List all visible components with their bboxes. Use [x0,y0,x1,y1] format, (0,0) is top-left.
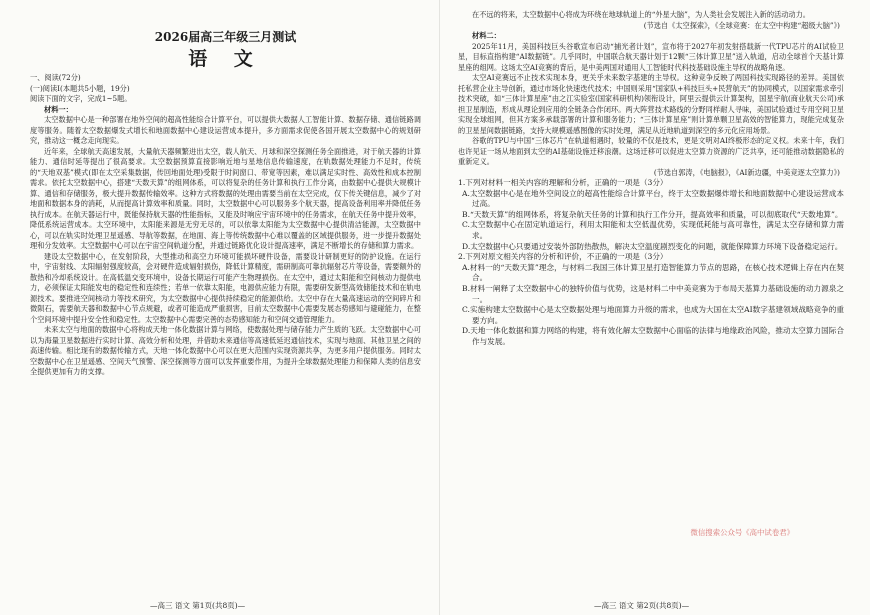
material1-paragraph-1: 太空数据中心是一种部署在地外空间的超高性能综合计算平台，可以提供大数据人工智能计算、数据存储、通信链路调度等服务。随着太空数据爆发式增长和地面数据中心建设运营成本提升，多方面需求促使各国开展太空数据中心的规划研究，推动这一概念走向现实。 [30,115,421,145]
material1-paragraph-3: 建设太空数据中心，在发射阶段，大型推动和高空力环境可能损坏硬件设备，需要设计研制更好的防护设施。在运行中，宇宙射线、太阳辐射强度较高，会对硬件造成辐射损伤，降低计算精度，需研制高可靠抗辐射芯片等设备，需要额外的散热和冷却系统设计。在高低温交变环境中，设备长期运行可能产生物理损伤。在太空中，通过太阳能和空间核动力提供电力，必须保证太阳能发电的稳定性和连续性；若单一依靠太阳能，电源供应能力有限，需要研发新型高效储能技术和在轨电源技术。要推进空间核动力等技术研究，为太空数据中心提供持续稳定的能源供给。太空中存在大量高速运动的空间碎片和微陨石，需要航天器和数据中心节点规避，或者可能造成严重损害，目前太空数据中心需要发展态势感知与避碰能力，在整个空间环境中提升安全性和稳定性。太空数据中心需要完善的态势感知能力和空间交通管理能力。 [30,251,421,324]
material2-label: 材料二： [472,31,501,40]
question-1-stem: 1.下列对材料一相关内容的理解和分析，正确的一项是（3分） [458,178,668,187]
page-footer-1: —高三 语文 第1页(共8页)— [150,601,246,610]
material2-citation: (节选自郭涛，《电脑报》，《AI新边疆，中美竞逐太空算力》) [653,167,840,177]
material2-paragraph-1: 2025年11月，美国科技巨头谷歌宣布启动“捕光者计划”，宣布将于2027年初发射搭载新一代TPU芯片的AI试验卫星，目标直指构建“AI数据链”。几乎同时，中国联合航天器计划于12颗“三体计算卫星”送入轨道，启动全球首个天基计算星座的组网。这场太空AI竞赛的背后，是中美两国对通用人工智能时代科技基础设施主导权的战略角逐。 [458,41,844,72]
question-1-option-b: B.“天数天算”的组网体系，将复杂航天任务的计算和执行工作分开，提高效率和质量，可以彻底取代“天数地算”。 [462,209,843,219]
question-2-option-d: D.天地一体化数据和算力网络的构建，将有效化解太空数据中心面临的法律与地缘政治风险，推动太空算力国际合作与发展。 [462,326,844,346]
material1-paragraph-2: 近年来，全球航天高速发展，大量航天器频繁进出太空，载人航天、月球和深空探测任务全面推进，对于航天器的计算能力、通信时延等提出了很高要求。太空数据预算直接影响近地与星地信息传输速度，在轨数据处理能力不足时，传统的“天地双基”模式(即在太空采集数据，传回地面处理)受限于时间窗口、带宽等因素，难以满足实时性、高效性和成本控制需求。依托太空数据中心，搭建“天数天算”的组网体系，可以将复杂的任务计算和执行工作分离，由数据中心提供大规模计算、通信和存储服务，极大提升数据传输效率。这种方式将数据的处理由需要当前在太空完成，仅下传关键信息，减少了对地面和数据本身的消耗，从而提高计算效率和质量。同时，太空数据中心可以服务多个航天器，提高设备利用率并降低任务执行成本。在航天器运行中，既能保持航天器的性能指标，又能及时响应宇宙环境中的任务需求，在航天任务中提升效率，降低系统运营成本。太空环境中，太阳能来源是无穷无尽的，可以依靠太阳能为太空数据中心提供清洁能源，太空数据中心，可以在轨实时处理卫星遥感、导航等数据，在地面、海上等传统数据中心难以覆盖的区域提供服务，进一步提升数据处理和分发效率。太空数据中心可以在宇宙空间轨道分配，并通过链路优化设计提高速率，满足不断增长的存储和算力需求。 [30,146,421,250]
subject-title: 语 文 [188,48,263,70]
material1-paragraph-4: 未来太空与地面的数据中心将构成天地一体化数据计算与网络，使数据处理与储存能力产生质的飞跃。太空数据中心可以为海量卫星数据进行实时计算、高效分析和处理，并借助未来通信等高速低延迟通信技术，实现与地面、其他卫星之间的高速传输。相比现有的数据传输方式，天地一体化数据中心可以在更大范围内实现资源共享，为更多用户提供服务。同时太空数据中心在卫星遥感、空间天气预警、深空探测等方面可以发挥重要作用，为提升全球数据处理能力和保障人类的信息安全提供更加有力的支撑。 [30,325,421,376]
material1-citation: (节选自《太空探索》，《全球竞赛：在太空中构建“超级大脑”》) [643,20,840,30]
page-footer-2: —高三 语文 第2页(共8页)— [594,601,690,610]
question-2-option-b: B.材料一阐释了太空数据中心的独特价值与优势，这是材料二中中美竞赛为于布局天基算力基础设施的动力源泉之一。 [462,283,844,304]
question-2-option-a: A.材料一的“天数天算”理念，与材料二我国三体计算卫星打造智能算力节点的思路，在核心技术逻辑上存在内在契合。 [462,262,844,283]
instruction-text: 阅读下面的文字，完成1~5题。 [30,94,132,103]
exam-title: 2026届高三年级三月测试 [154,30,297,44]
question-1-option-d: D.太空数据中心只要通过安装外部防热散热，解决太空温度剧烈变化的问题，就能保障算力环境下设备稳定运行。 [462,241,843,251]
right-page [444,0,870,615]
page-divider [439,0,440,615]
section-heading: 一、阅读(72分) [30,73,81,82]
watermark-text: 微信搜索公众号《高中试卷君》 [690,528,794,537]
material2-paragraph-2: 太空AI竞赛远不止技术实现本身，更关乎未来数字基建的主导权。这种竞争反映了两国科技实现路径的差异。美国依托私营企业主导创新，通过市场化快速迭代技术；中国则采用“国家队+科技巨头+民营航天”的协同模式，以国家需求牵引技术突破，如“三体计算星座”由之江实验室(国家科研机构)领衔设计，阿里云提供云计算架构，国星宇航(商业航天公司)承担卫星制造，形成从理论到应用的全链条合作闭环。两大阵营技术路线的分野同样耐人寻味，美国试验通过专用空间卫星实现全球组网，但其方案多承载部署的计算和服务能力；“三体计算星座”则计算单颗卫星高效的智能算力，现能完成复杂的卫星星间数据链路，支持大规模遥感图像的实时处理，满足从近地轨道到深空的多元化应用场景。 [458,73,844,135]
subsection-heading: (一)阅读I(本题共5小题，19分) [30,83,130,93]
question-1-option-c: C.太空数据中心在固定轨道运行，利用太阳能和太空低温优势，实现低耗能与高可靠性，满足太空存储和算力需求。 [462,220,844,240]
question-2-stem: 2.下列对原文相关内容的分析和评价，不正确的一项是（3分） [458,252,668,262]
question-2-option-c: C.实施构建太空数据中心是太空数据处理与地面算力升级的需求，也成为大国在太空AI数字基建领域战略竞争的重要方向。 [462,305,844,325]
question-1-option-a: A.太空数据中心是在地外空间设立的超高性能综合计算平台，终于太空数据爆炸增长和地面数据中心建设运营成本过高。 [462,188,844,209]
material2-paragraph-3: 谷歌的TPU与中国“三体芯片”在轨道相遇时，较量的不仅是技术，更是文明对AI终极形态的定义权。未来十年，我们也许见证一场从地面到太空的AI基础设施迁移浪潮。这场迁移可以促进太空算力资源的广泛共享，还可能推动数据隐私的重新定义。 [458,136,844,166]
material1-ending: 在不远的将来，太空数据中心将成为环绕在地球轨道上的“外星大脑”，为人类社会发展注入新的活动动力。 [472,10,810,19]
material1-label: 材料一： [44,104,73,114]
